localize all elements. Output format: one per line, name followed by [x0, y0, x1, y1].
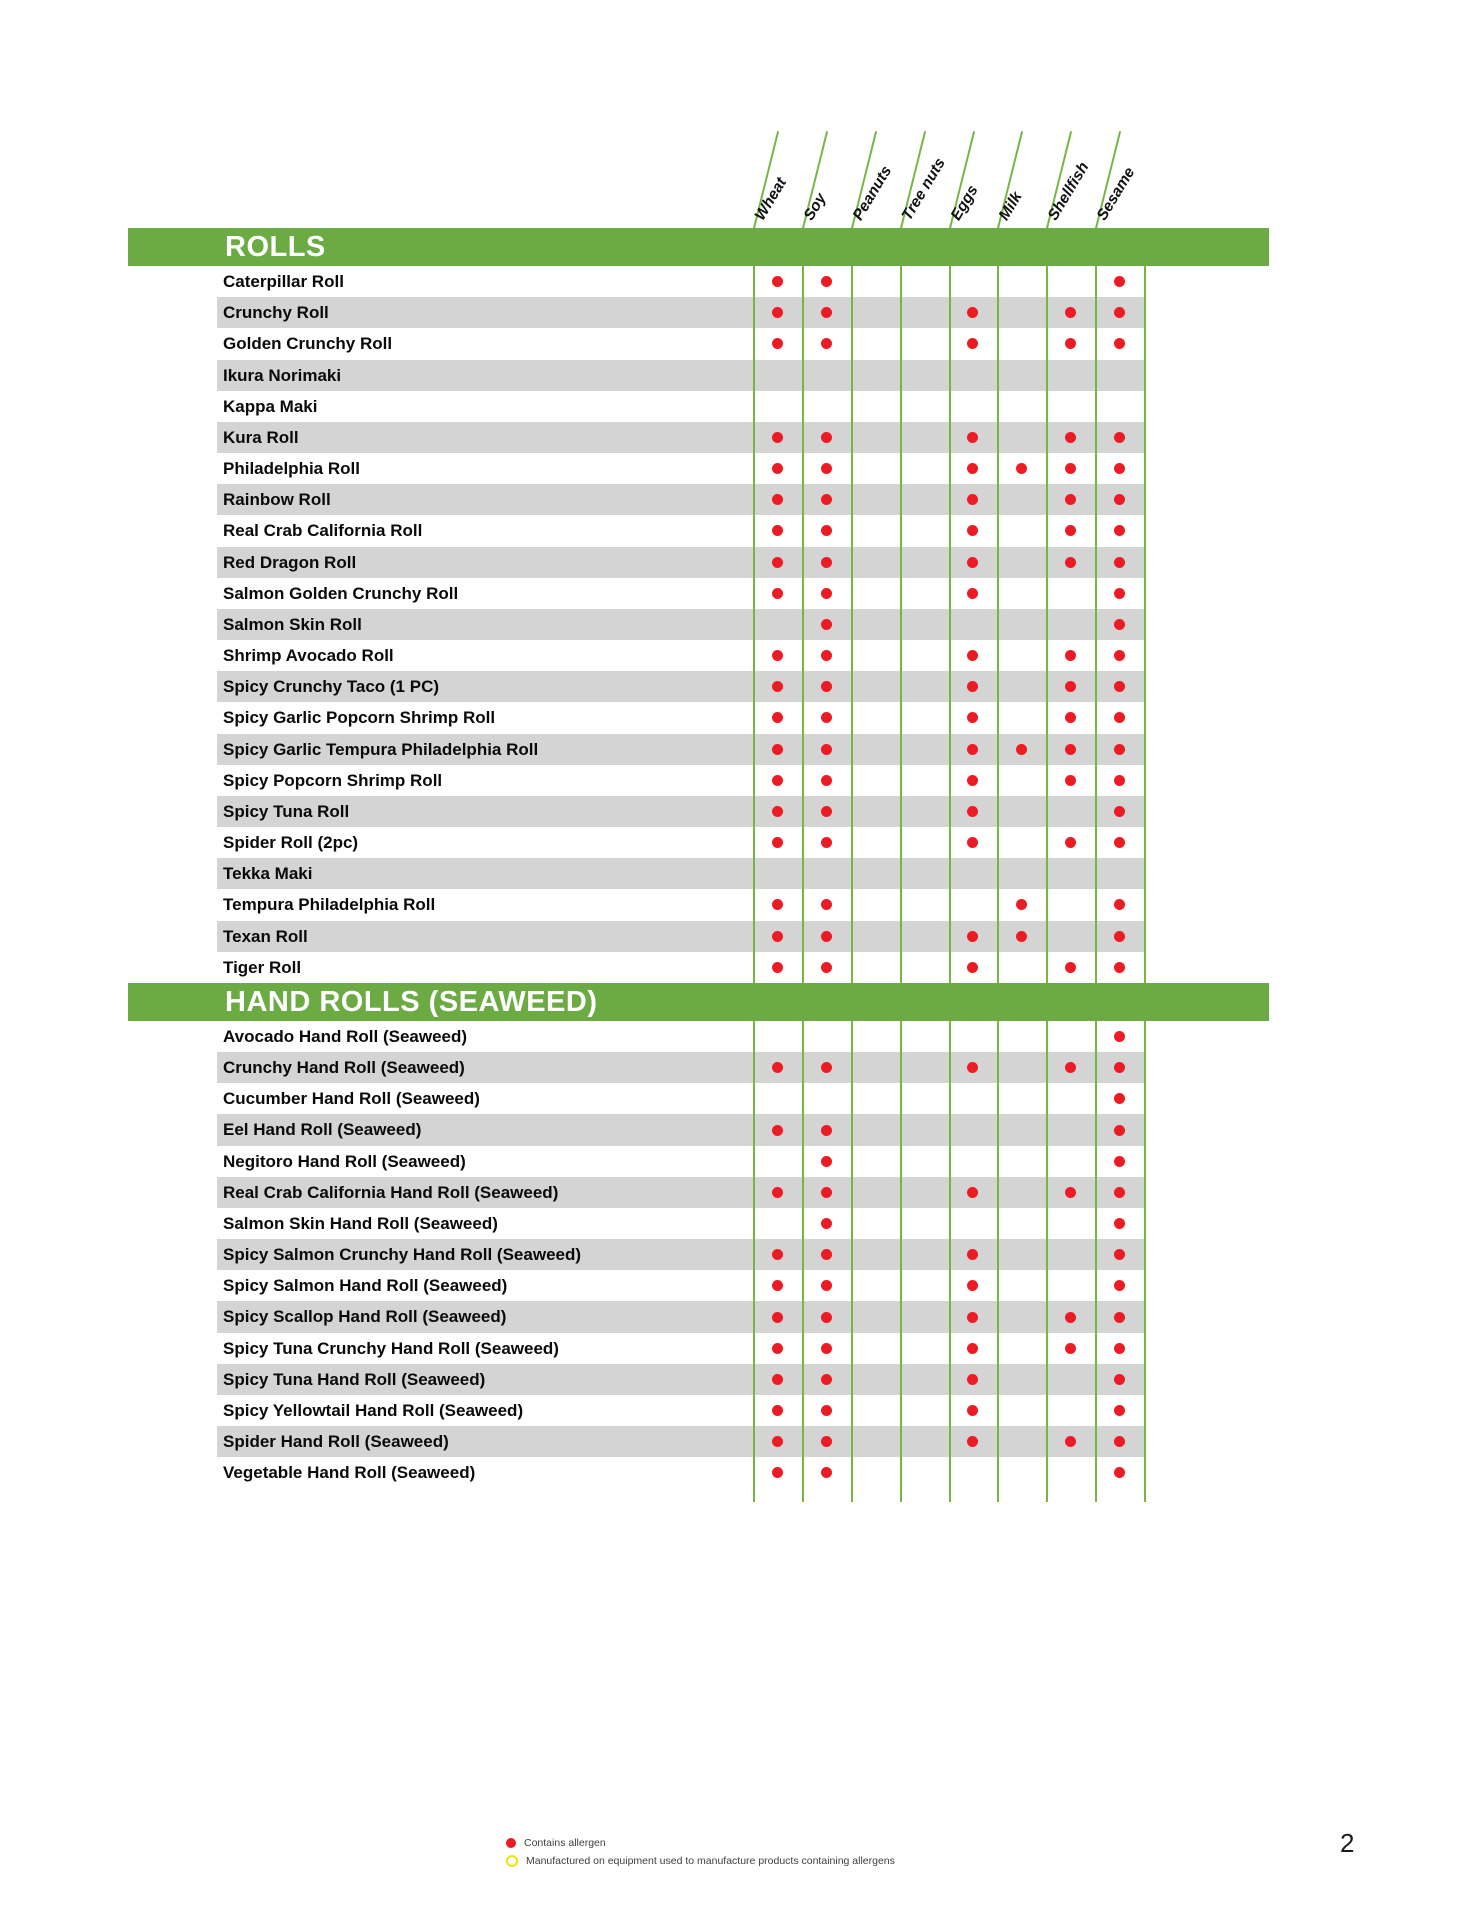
allergen-dot: [1114, 432, 1125, 443]
row-stripe: [217, 297, 1144, 328]
row-label: Spicy Salmon Crunchy Hand Roll (Seaweed): [223, 1245, 582, 1265]
allergen-dot: [1114, 276, 1125, 287]
allergen-dot: [1065, 338, 1076, 349]
allergen-dot: [1016, 931, 1027, 942]
allergen-dot: [967, 962, 978, 973]
allergen-dot: [821, 525, 832, 536]
allergen-dot: [821, 1187, 832, 1198]
allergen-dot: [1114, 338, 1125, 349]
column-header-sesame: Sesame: [1093, 164, 1139, 224]
allergen-dot: [967, 463, 978, 474]
row-label: Spicy Tuna Crunchy Hand Roll (Seaweed): [223, 1338, 559, 1358]
allergen-dot: [772, 899, 783, 910]
column-header-soy: Soy: [800, 190, 830, 224]
row-label: Shrimp Avocado Roll: [223, 646, 394, 666]
grid-column-line: [1095, 1021, 1097, 1503]
allergen-dot: [821, 1436, 832, 1447]
allergen-dot: [772, 931, 783, 942]
allergen-dot: [1114, 744, 1125, 755]
allergen-dot: [772, 557, 783, 568]
allergen-dot: [772, 806, 783, 817]
row-label: Real Crab California Roll: [223, 521, 423, 541]
allergen-dot: [967, 525, 978, 536]
allergen-dot: [967, 1405, 978, 1416]
allergen-dot: [821, 588, 832, 599]
row-label: Spicy Garlic Tempura Philadelphia Roll: [223, 739, 539, 759]
allergen-dot: [821, 775, 832, 786]
legend-item-manufactured-equipment: [506, 1852, 895, 1870]
allergen-dot: [772, 650, 783, 661]
allergen-dot: [821, 1374, 832, 1385]
grid-column-line: [753, 266, 755, 983]
section-title: HAND ROLLS (SEAWEED): [225, 985, 598, 1018]
section-header-hand-rolls-seaweed: [128, 983, 1269, 1021]
allergen-dot: [772, 1280, 783, 1291]
row-label: Kura Roll: [223, 427, 299, 447]
row-label: Salmon Skin Hand Roll (Seaweed): [223, 1213, 498, 1233]
allergen-dot: [821, 1467, 832, 1478]
allergen-dot: [772, 837, 783, 848]
grid-column-line: [851, 266, 853, 983]
allergen-dot: [1065, 775, 1076, 786]
allergen-dot: [821, 432, 832, 443]
row-stripe: [217, 422, 1144, 453]
allergen-dot: [821, 1343, 832, 1354]
column-header-milk: Milk: [995, 188, 1027, 224]
row-label: Philadelphia Roll: [223, 459, 360, 479]
allergen-dot: [821, 1218, 832, 1229]
row-label: Spicy Popcorn Shrimp Roll: [223, 770, 443, 790]
allergen-dot: [1114, 1156, 1125, 1167]
allergen-dot: [1065, 712, 1076, 723]
grid-column-line: [1144, 1021, 1146, 1503]
allergen-dot: [821, 1249, 832, 1260]
allergen-dot: [1114, 931, 1125, 942]
allergen-dot: [821, 899, 832, 910]
row-stripe: [217, 796, 1144, 827]
allergen-dot: [821, 557, 832, 568]
column-header-shellfish: Shellfish: [1044, 159, 1093, 224]
allergen-dot: [1016, 899, 1027, 910]
allergen-dot: [967, 775, 978, 786]
row-label: Spicy Yellowtail Hand Roll (Seaweed): [223, 1400, 524, 1420]
row-label: Vegetable Hand Roll (Seaweed): [223, 1463, 476, 1483]
allergen-dot: [1065, 837, 1076, 848]
row-label: Ikura Norimaki: [223, 365, 342, 385]
row-label: Real Crab California Hand Roll (Seaweed): [223, 1182, 559, 1202]
row-stripe: [217, 921, 1144, 952]
row-label: Kappa Maki: [223, 396, 318, 416]
allergen-dot: [772, 1467, 783, 1478]
allergen-dot: [772, 1187, 783, 1198]
allergen-dot: [1114, 1031, 1125, 1042]
row-stripe: [217, 360, 1144, 391]
grid-column-line: [900, 266, 902, 983]
grid-column-line: [997, 1021, 999, 1503]
allergen-dot: [772, 276, 783, 287]
row-label: Tekka Maki: [223, 864, 313, 884]
legend-label: Contains allergen: [524, 1837, 606, 1849]
row-label: Avocado Hand Roll (Seaweed): [223, 1026, 468, 1046]
allergen-dot: [1114, 1467, 1125, 1478]
allergen-dot: [1065, 1187, 1076, 1198]
allergen-dot: [1114, 1405, 1125, 1416]
grid-column-line: [851, 1021, 853, 1503]
allergen-dot: [821, 1062, 832, 1073]
allergen-dot: [1114, 1187, 1125, 1198]
legend-label: Manufactured on equipment used to manufacture products containing allergens: [526, 1855, 895, 1867]
row-label: Negitoro Hand Roll (Seaweed): [223, 1151, 466, 1171]
row-stripe: [217, 484, 1144, 515]
grid-column-line: [802, 266, 804, 983]
allergen-dot: [1114, 962, 1125, 973]
grid-column-line: [949, 1021, 951, 1503]
row-label: Cucumber Hand Roll (Seaweed): [223, 1089, 480, 1109]
allergen-dot: [1114, 806, 1125, 817]
allergen-dot: [967, 712, 978, 723]
yellow-circle-icon: [506, 1855, 518, 1867]
row-label: Rainbow Roll: [223, 490, 331, 510]
row-label: Crunchy Hand Roll (Seaweed): [223, 1058, 465, 1078]
allergen-dot: [1065, 650, 1076, 661]
row-label: Salmon Skin Roll: [223, 614, 362, 634]
allergen-dot: [1065, 1312, 1076, 1323]
allergen-dot: [821, 463, 832, 474]
row-label: Spider Hand Roll (Seaweed): [223, 1432, 449, 1452]
allergen-dot: [967, 1312, 978, 1323]
allergen-dot: [1065, 962, 1076, 973]
allergen-dot: [1016, 744, 1027, 755]
allergen-dot: [967, 650, 978, 661]
allergen-dot: [821, 837, 832, 848]
allergen-dot: [772, 588, 783, 599]
allergen-dot: [1114, 1312, 1125, 1323]
row-label: Spider Roll (2pc): [223, 833, 359, 853]
allergen-dot: [821, 338, 832, 349]
allergen-dot: [821, 962, 832, 973]
column-header-tree-nuts: Tree nuts: [898, 155, 949, 224]
row-label: Salmon Golden Crunchy Roll: [223, 583, 459, 603]
allergen-dot: [1114, 1343, 1125, 1354]
grid-column-line: [1046, 1021, 1048, 1503]
allergen-dot: [772, 744, 783, 755]
allergen-dot: [821, 494, 832, 505]
grid-column-line: [1095, 266, 1097, 983]
allergen-dot: [967, 588, 978, 599]
allergen-dot: [772, 1312, 783, 1323]
section-title: ROLLS: [225, 231, 326, 263]
allergen-dot: [1065, 744, 1076, 755]
allergen-dot: [1114, 650, 1125, 661]
allergen-dot: [821, 931, 832, 942]
allergen-dot: [967, 1343, 978, 1354]
allergen-dot: [1114, 463, 1125, 474]
row-label: Golden Crunchy Roll: [223, 334, 393, 354]
allergen-dot: [772, 775, 783, 786]
row-label: Spicy Tuna Roll: [223, 801, 350, 821]
allergen-dot: [772, 712, 783, 723]
allergen-dot: [1065, 463, 1076, 474]
allergen-dot: [1114, 619, 1125, 630]
grid-column-line: [900, 1021, 902, 1503]
allergen-dot: [821, 1312, 832, 1323]
row-label: Spicy Tuna Hand Roll (Seaweed): [223, 1369, 486, 1389]
column-header-wheat: Wheat: [751, 174, 791, 224]
allergen-dot: [1114, 1125, 1125, 1136]
row-label: Spicy Garlic Popcorn Shrimp Roll: [223, 708, 496, 728]
allergen-dot: [821, 1125, 832, 1136]
allergen-dot: [821, 744, 832, 755]
row-label: Red Dragon Roll: [223, 552, 357, 572]
allergen-dot: [772, 1125, 783, 1136]
allergen-dot: [1114, 837, 1125, 848]
allergen-dot: [967, 1280, 978, 1291]
allergen-dot: [821, 1405, 832, 1416]
allergen-dot: [821, 650, 832, 661]
allergen-dot: [1065, 557, 1076, 568]
allergen-dot: [821, 1156, 832, 1167]
allergen-dot: [1114, 588, 1125, 599]
allergen-dot: [772, 1343, 783, 1354]
allergen-dot: [1114, 712, 1125, 723]
allergen-dot: [1065, 1343, 1076, 1354]
allergen-dot: [772, 525, 783, 536]
allergen-dot: [821, 806, 832, 817]
allergen-dot: [1065, 525, 1076, 536]
row-label: Crunchy Roll: [223, 303, 329, 323]
allergen-dot: [1114, 1280, 1125, 1291]
allergen-dot: [772, 962, 783, 973]
grid-column-line: [802, 1021, 804, 1503]
allergen-dot: [821, 307, 832, 318]
row-label: Tiger Roll: [223, 957, 302, 977]
allergen-dot: [1114, 899, 1125, 910]
allergen-dot: [1114, 1093, 1125, 1104]
row-label: Spicy Salmon Hand Roll (Seaweed): [223, 1276, 508, 1296]
page-number: 2: [1340, 1828, 1355, 1858]
allergen-dot: [967, 338, 978, 349]
grid-column-line: [753, 1021, 755, 1503]
row-label: Spicy Crunchy Taco (1 PC): [223, 677, 440, 697]
red-dot-icon: [506, 1838, 516, 1848]
section-header-rolls: [128, 228, 1269, 266]
allergen-dot: [772, 1405, 783, 1416]
column-header-eggs: Eggs: [947, 182, 982, 224]
allergen-dot: [1114, 775, 1125, 786]
allergen-dot: [772, 338, 783, 349]
allergen-dot: [1114, 525, 1125, 536]
grid-column-line: [1046, 266, 1048, 983]
allergen-dot: [967, 837, 978, 848]
allergen-dot: [821, 619, 832, 630]
allergen-dot: [1114, 1218, 1125, 1229]
row-label: Eel Hand Roll (Seaweed): [223, 1120, 422, 1140]
grid-column-line: [949, 266, 951, 983]
allergen-dot: [772, 1374, 783, 1385]
legend-item-contains-allergen: [506, 1834, 895, 1852]
row-label: Caterpillar Roll: [223, 272, 344, 291]
allergen-dot: [821, 1280, 832, 1291]
allergen-dot: [1114, 1374, 1125, 1385]
allergen-dot: [772, 463, 783, 474]
legend: [506, 1834, 895, 1870]
allergen-dot: [1016, 463, 1027, 474]
row-label: Tempura Philadelphia Roll: [223, 895, 436, 915]
allergen-dot: [821, 276, 832, 287]
row-stripe: [217, 858, 1144, 889]
allergen-dot: [772, 432, 783, 443]
allergen-dot: [821, 712, 832, 723]
allergen-dot: [1114, 557, 1125, 568]
grid-column-line: [997, 266, 999, 983]
row-label: Spicy Scallop Hand Roll (Seaweed): [223, 1307, 507, 1327]
grid-column-line: [1144, 266, 1146, 983]
column-header-peanuts: Peanuts: [849, 163, 895, 224]
row-label: Texan Roll: [223, 926, 308, 946]
